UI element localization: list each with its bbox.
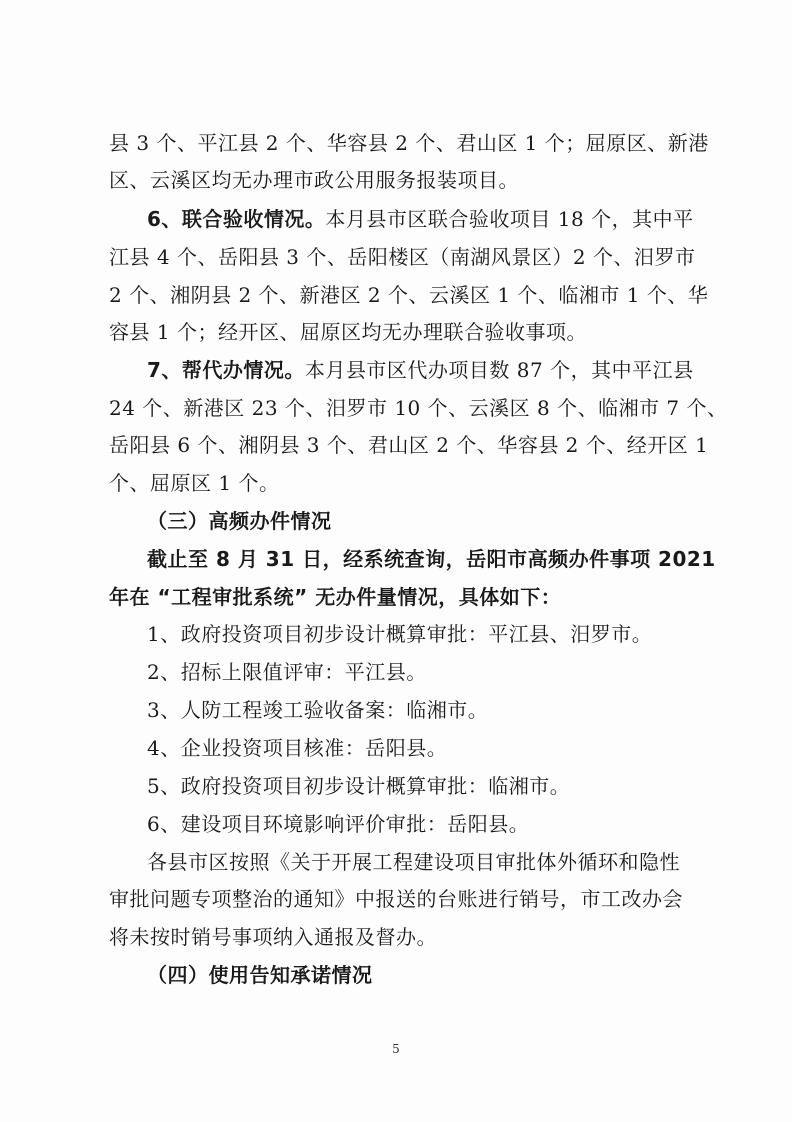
paragraph-line: 容县 1 个；经开区、屈原区均无办理联合验收事项。 (109, 320, 587, 344)
paragraph-line: 各县市区按照《关于开展工程建设项目审批体外循环和隐性 (147, 850, 680, 874)
list-item: 6、建设项目环境影响评价审批：岳阳县。 (147, 812, 530, 836)
paragraph-text: 本月县市区联合验收项目 18 个，其中平 (325, 207, 694, 231)
paragraph-line: 江县 4 个、岳阳县 3 个、岳阳楼区（南湖风景区）2 个、汨罗市 (109, 245, 696, 269)
section-7-heading: 7、帮代办情况。 (147, 358, 305, 382)
list-item: 1、政府投资项目初步设计概算审批：平江县、汨罗市。 (147, 622, 653, 646)
section-3-heading: （三）高频办件情况 (147, 509, 332, 533)
paragraph-text: 本月县市区代办项目数 87 个，其中平江县 (304, 358, 694, 382)
paragraph-line: 审批问题专项整治的通知》中报送的台账进行销号，市工改办会 (109, 887, 683, 911)
section-6-heading: 6、联合验收情况。 (147, 207, 326, 231)
page-number: 5 (392, 1042, 400, 1056)
paragraph-line: 将未按时销号事项纳入通报及督办。 (109, 925, 437, 949)
paragraph-line: 2 个、湘阴县 2 个、新港区 2 个、云溪区 1 个、临湘市 1 个、华 (109, 283, 709, 307)
paragraph-line: 截止至 8 月 31 日，经系统查询，岳阳市高频办件事项 2021 (147, 547, 716, 571)
list-item: 3、人防工程竣工验收备案：临湘市。 (147, 698, 489, 722)
list-item: 2、招标上限值评审：平江县。 (147, 660, 427, 684)
section-4-heading: （四）使用告知承诺情况 (147, 963, 373, 987)
paragraph-line (147, 357, 694, 383)
paragraph-line: 区、云溪区均无办理市政公用服务报装项目。 (109, 168, 519, 192)
paragraph-line: 24 个、新港区 23 个、汨罗市 10 个、云溪区 8 个、临湘市 7 个、 (109, 396, 728, 420)
list-item: 4、企业投资项目核准：岳阳县。 (147, 736, 448, 760)
paragraph-line: 个、屈原区 1 个。 (109, 471, 280, 495)
paragraph-line: 年在 “工程审批系统” 无办件量情况，具体如下： (109, 585, 562, 609)
paragraph-line: 岳阳县 6 个、湘阴县 3 个、君山区 2 个、华容县 2 个、经开区 1 (109, 433, 709, 457)
paragraph-line: 县 3 个、平江县 2 个、华容县 2 个、君山区 1 个；屈原区、新港 (109, 131, 709, 155)
paragraph-line (147, 206, 694, 232)
list-item: 5、政府投资项目初步设计概算审批：临湘市。 (147, 774, 571, 798)
